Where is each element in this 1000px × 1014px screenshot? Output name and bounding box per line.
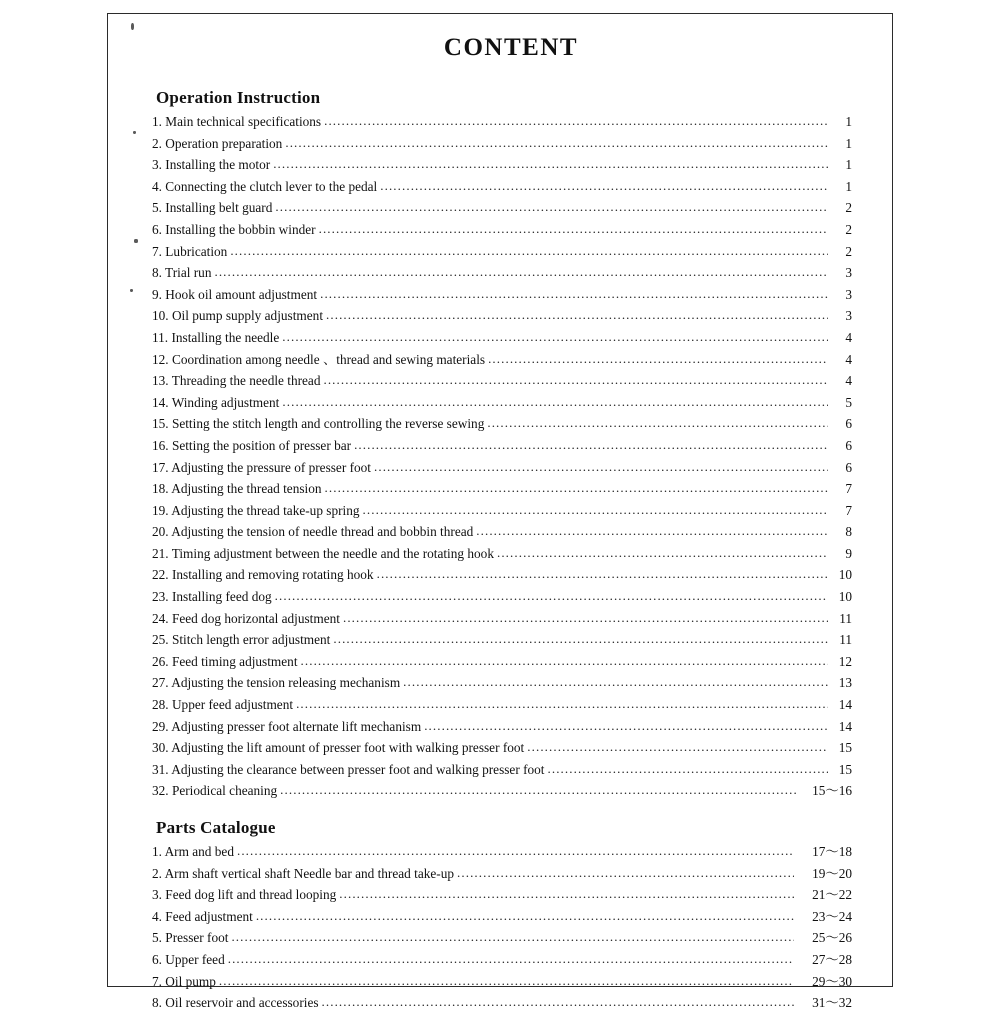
toc-entry-label: 8. Oil reservoir and accessories (152, 995, 319, 1011)
toc-entry[interactable] (152, 992, 852, 1014)
dot-leader (403, 679, 828, 694)
toc-entry-label: 7. Oil pump (152, 973, 216, 989)
toc-entry[interactable] (152, 154, 852, 176)
toc-entry-label: 1. Arm and bed (152, 844, 234, 859)
toc-entry[interactable] (152, 521, 852, 543)
dot-leader (527, 744, 828, 759)
toc-entry-label: 13. Threading the needle thread (152, 373, 321, 389)
toc-entry-label: 32. Periodical cheaning (152, 783, 278, 799)
dot-leader (237, 848, 794, 863)
dot-leader (457, 869, 794, 884)
toc-entry[interactable] (152, 564, 852, 586)
toc-entry-page: 1 (845, 114, 852, 129)
toc-entry-page: 5 (845, 394, 852, 410)
toc-entry-label: 11. Installing the needle (152, 329, 280, 345)
toc-entry-page: 14 (838, 718, 852, 734)
toc-entry-page: 2 (845, 243, 852, 259)
dot-leader (324, 118, 828, 133)
toc-entry-page: 15 (838, 740, 852, 756)
toc-entry[interactable] (152, 197, 852, 219)
toc-entry[interactable] (152, 305, 852, 327)
toc-entry[interactable] (152, 759, 852, 781)
dot-leader (476, 528, 828, 543)
dot-leader (380, 182, 828, 197)
toc-entry-page: 6 (845, 459, 852, 475)
toc-entry-page: 4 (845, 329, 852, 345)
toc-entry-page: 17～18 (812, 844, 852, 859)
toc-entry-label: 3. Installing the motor (152, 157, 271, 173)
toc-entry-label: 6. Installing the bobbin winder (152, 221, 316, 237)
toc-entry-page: 7 (845, 481, 852, 497)
toc-entry-page: 21～22 (812, 887, 852, 903)
toc-entry-label: 21. Timing adjustment between the needle and the rotating hook (152, 545, 494, 561)
section-heading-operation-instruction: Operation Instruction (156, 88, 321, 107)
toc-entry-page: 19～20 (812, 865, 852, 881)
toc-entry[interactable] (152, 370, 852, 392)
toc-entry[interactable] (152, 176, 852, 198)
toc-entry[interactable] (152, 284, 852, 306)
toc-entry-page: 15 (838, 761, 852, 777)
toc-entry[interactable] (152, 457, 852, 479)
toc-entry-label: 14. Winding adjustment (152, 394, 280, 410)
toc-entry-label: 4. Feed adjustment (152, 908, 253, 924)
toc-entry-page: 2 (845, 221, 852, 237)
dot-leader (326, 312, 828, 327)
dot-leader (497, 549, 828, 564)
toc-entry[interactable] (152, 392, 852, 414)
toc-entry-label: 15. Setting the stitch length and controlling the reverse sewing (152, 416, 485, 432)
toc-entry[interactable] (152, 241, 852, 263)
toc-entry-label: 19. Adjusting the thread take-up spring (152, 502, 360, 518)
toc-entry[interactable] (152, 971, 852, 993)
toc-list-parts-catalogue (152, 841, 852, 1014)
toc-entry-label: 8. Trial run (152, 265, 212, 281)
dot-leader (275, 593, 828, 608)
toc-entry-page: 8 (845, 524, 852, 540)
toc-entry-label: 16. Setting the position of presser bar (152, 437, 352, 453)
toc-entry[interactable] (152, 262, 852, 284)
toc-entry[interactable] (152, 586, 852, 608)
dot-leader (280, 787, 796, 802)
dot-leader (322, 999, 794, 1014)
scan-speck (134, 239, 138, 243)
toc-entry-page: 4 (845, 373, 852, 389)
dot-leader (256, 912, 794, 927)
toc-entry[interactable] (152, 133, 852, 155)
toc-entry-label: 10. Oil pump supply adjustment (152, 308, 324, 324)
toc-entry-page: 3 (845, 286, 852, 302)
toc-entry-page: 1 (845, 135, 852, 151)
table-of-contents (152, 34, 852, 1014)
dot-leader (319, 226, 828, 241)
toc-entry-page: 29～30 (812, 973, 852, 989)
dot-leader (301, 657, 828, 672)
dot-leader (374, 463, 828, 478)
toc-entry[interactable] (152, 716, 852, 738)
dot-leader (548, 765, 829, 780)
toc-entry-page: 1 (845, 178, 852, 194)
toc-entry-page: 7 (845, 502, 852, 518)
scan-speck (130, 289, 133, 292)
toc-entry[interactable] (152, 651, 852, 673)
toc-entry[interactable] (152, 694, 852, 716)
toc-entry-label: 9. Hook oil amount adjustment (152, 286, 318, 302)
toc-entry-page: 15～16 (812, 783, 852, 799)
toc-entry-label: 28. Upper feed adjustment (152, 697, 294, 713)
toc-entry-page: 10 (838, 567, 852, 583)
toc-entry-page: 10 (838, 589, 852, 605)
scan-speck (131, 23, 134, 30)
dot-leader (325, 485, 828, 500)
dot-leader (231, 934, 794, 949)
toc-entry-page: 9 (845, 545, 852, 561)
toc-entry-label: 23. Installing feed dog (152, 589, 272, 605)
toc-entry-page: 11 (839, 632, 852, 648)
toc-entry-page: 13 (838, 675, 852, 691)
toc-entry-label: 22. Installing and removing rotating hook (152, 567, 374, 583)
toc-entry-label: 7. Lubrication (152, 243, 228, 259)
toc-entry[interactable] (152, 478, 852, 500)
toc-entry[interactable] (152, 543, 852, 565)
dot-leader (273, 161, 828, 176)
toc-entry[interactable] (152, 327, 852, 349)
toc-entry[interactable] (152, 949, 852, 971)
dot-leader (285, 139, 828, 154)
dot-leader (214, 269, 828, 284)
toc-entry[interactable] (152, 608, 852, 630)
toc-entry-label: 18. Adjusting the thread tension (152, 481, 322, 497)
dot-leader (333, 636, 828, 651)
dot-leader (219, 977, 794, 992)
toc-entry-page: 2 (845, 200, 852, 216)
toc-entry[interactable] (152, 349, 852, 371)
toc-entry-label: 2. Arm shaft vertical shaft Needle bar and thread take-up (152, 865, 455, 881)
dot-leader (354, 442, 828, 457)
dot-leader (339, 891, 794, 906)
toc-entry-page: 25～26 (812, 930, 852, 946)
dot-leader (343, 614, 828, 629)
dot-leader (275, 204, 828, 219)
dot-leader (424, 722, 828, 737)
toc-entry-label: 17. Adjusting the pressure of presser foot (152, 459, 371, 475)
toc-entry[interactable] (152, 863, 852, 885)
page-title: CONTENT (443, 34, 579, 61)
toc-list-operation-instruction (152, 111, 852, 802)
toc-entry[interactable] (152, 629, 852, 651)
dot-leader (296, 701, 828, 716)
toc-entry[interactable] (152, 780, 852, 802)
toc-entry-label: 2. Operation preparation (152, 135, 283, 151)
toc-entry-page: 3 (845, 265, 852, 281)
toc-entry[interactable] (152, 884, 852, 906)
toc-entry-page: 11 (839, 610, 852, 626)
dot-leader (282, 398, 828, 413)
toc-entry-page: 31～32 (812, 995, 852, 1011)
dot-leader (488, 355, 828, 370)
toc-entry-page: 4 (845, 351, 852, 367)
toc-entry-label: 5. Installing belt guard (152, 200, 273, 216)
dot-leader (320, 290, 828, 305)
toc-entry-label: 25. Stitch length error adjustment (152, 632, 331, 648)
toc-entry-label: 1. Main technical specifications (152, 114, 322, 129)
toc-entry-page: 23～24 (812, 908, 852, 924)
dot-leader (323, 377, 828, 392)
toc-entry-label: 26. Feed timing adjustment (152, 653, 298, 669)
toc-entry-page: 3 (845, 308, 852, 324)
toc-entry[interactable] (152, 906, 852, 928)
dot-leader (487, 420, 828, 435)
toc-entry-label: 6. Upper feed (152, 951, 225, 967)
toc-entry-label: 27. Adjusting the tension releasing mechanism (152, 675, 401, 691)
dot-leader (282, 334, 828, 349)
toc-entry-label: 3. Feed dog lift and thread looping (152, 887, 337, 903)
toc-entry-label: 5. Presser foot (152, 930, 229, 946)
toc-entry-page: 14 (838, 697, 852, 713)
toc-entry-label: 29. Adjusting presser foot alternate lift mechanism (152, 718, 422, 734)
toc-entry[interactable] (152, 500, 852, 522)
dot-leader (230, 247, 828, 262)
toc-entry[interactable] (152, 841, 852, 863)
toc-entry-page: 12 (838, 653, 852, 669)
toc-entry-label: 30. Adjusting the lift amount of presser foot with walking presser foot (152, 740, 525, 756)
toc-entry[interactable] (152, 672, 852, 694)
toc-entry[interactable] (152, 927, 852, 949)
toc-entry-page: 1 (845, 157, 852, 173)
toc-entry-label: 12. Coordination among needle 、thread and sewing materials (152, 351, 486, 367)
dot-leader (377, 571, 828, 586)
dot-leader (228, 956, 794, 971)
toc-entry[interactable] (152, 435, 852, 457)
toc-entry[interactable] (152, 111, 852, 133)
toc-entry[interactable] (152, 737, 852, 759)
toc-entry[interactable] (152, 219, 852, 241)
toc-entry-label: 31. Adjusting the clearance between presser foot and walking presser foot (152, 761, 545, 777)
scan-speck (133, 131, 136, 134)
toc-entry-page: 6 (845, 437, 852, 453)
toc-entry[interactable] (152, 413, 852, 435)
dot-leader (363, 506, 828, 521)
toc-entry-page: 6 (845, 416, 852, 432)
toc-entry-label: 4. Connecting the clutch lever to the pedal (152, 178, 378, 194)
toc-entry-label: 24. Feed dog horizontal adjustment (152, 610, 340, 626)
section-heading-parts-catalogue: Parts Catalogue (156, 818, 276, 837)
toc-entry-label: 20. Adjusting the tension of needle thread and bobbin thread (152, 524, 474, 540)
toc-entry-page: 27～28 (812, 951, 852, 967)
